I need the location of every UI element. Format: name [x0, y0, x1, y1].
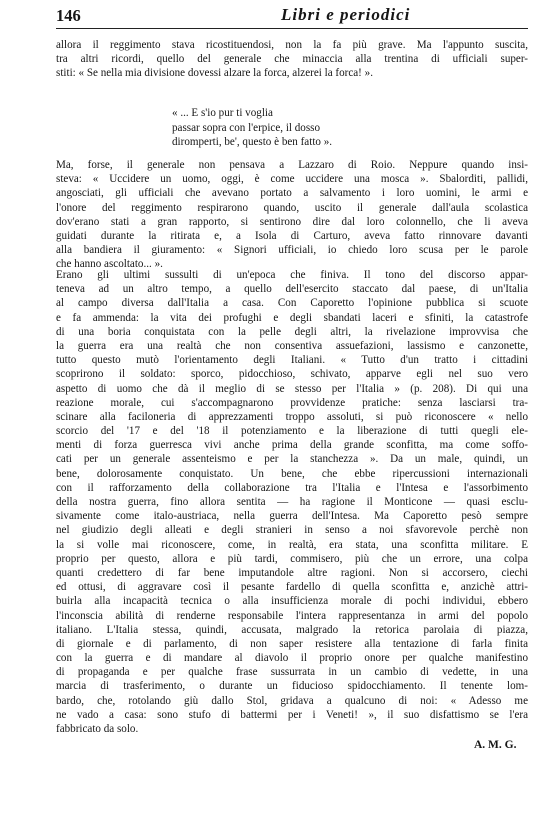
paragraph-3-line: sivamente come italo-austriaca, nella guerra dell'Intesa. Ma Caporetto pesò sempre	[56, 510, 528, 523]
paragraph-3-line: la guerra era una realtà che non consentiva assuefazioni, lassismo e canzonette,	[56, 339, 528, 352]
paragraph-3-line: di una boria conquistata con la pelle degli altri, la rivelazione improvvisa che	[56, 325, 528, 338]
paragraph-3-line: bardo, che, rotolando giù dallo Stol, gridava a qualcuno di noi: « Adesso me	[56, 694, 528, 707]
paragraph-3-line: con il rafforzamento della collaborazione tra l'Italia e l'Intesa e l'assorbimento	[56, 481, 528, 494]
paragraph-3-line: ne vado a casa: sono stufo di battermi per i Veneti! », il suo disfattismo se l'era	[56, 708, 528, 721]
paragraph-2-line: l'onore del reggimento respirarono quando, uscito il generale dall'aula scolastica	[56, 201, 528, 214]
quote-line: passar sopra con l'erpice, il dosso	[172, 121, 321, 134]
paragraph-3-line: scinare alla faciloneria di apprezzamenti troppo assoluti, si può riconoscere « nello	[56, 410, 528, 423]
running-head: Libri e periodici	[281, 5, 411, 24]
paragraph-3-line: fabbricato da solo.	[56, 723, 139, 735]
paragraph-2	[56, 158, 528, 272]
paragraph-3-line: tutto questo mutò l'orientamento degli Italiani. « Tutto d'un tratto i cittadini	[56, 354, 528, 367]
verse-quotation	[172, 106, 332, 150]
paragraph-3-line: e fa ammenda: la vita dei profughi e degli sbandati laceri e sfiniti, la catastrofe	[56, 311, 528, 324]
paragraph-3-line: al campo diversa dall'Italia a casa. Con Caporetto l'opinione pubblica si scuote	[56, 297, 528, 310]
quote-line: « ... E s'io pur ti voglia	[172, 107, 273, 119]
paragraph-3-line: cati per un generale assenteismo e per la stanchezza ». Da un male, quindi, un	[56, 453, 528, 466]
paragraph-2-line: Ma, forse, il generale non pensava a Lazzaro di Roio. Neppure quando insi-	[56, 159, 528, 171]
paragraph-3-line: ed ottusi, di aggravare così il pesante fardello di quella sconfitta e, anzichè attri-	[56, 581, 528, 594]
paragraph-2-line: angosciati, gli ufficiali che avevano portato a salvamento i loro uomini, le armi e	[56, 187, 528, 200]
paragraph-3-line: nel giudizio degli alleati e degli stranieri in senso a noi sfavorevole perchè non	[56, 524, 528, 537]
paragraph-3-line: l'inconscia abilità di renderne responsabile l'intera rappresentanza in armi del popolo	[56, 609, 528, 622]
paragraph-3-line: la si volle mai riconoscere, come, in realtà, era stata, una sconfitta militare. E	[56, 538, 528, 551]
paragraph-3-line: menti di forza guerresca vivi anche prima della grande sconfitta, ma come soffo-	[56, 439, 528, 452]
paragraph-1-line: allora il reggimento stava ricostituendosi, non la fa più grave. Ma l'appunto suscita,	[56, 39, 528, 51]
paragraph-2-line: alla bandiera il giuramento: « Signori ufficiali, io chiedo loro scusa per le parole	[56, 244, 528, 257]
paragraph-3-line: buirla alla incapacità tecnica o alla insufficienza morale di pochi individui, ebbero	[56, 595, 528, 608]
author-initials: A. M. G.	[474, 739, 517, 751]
paragraph-3-line: aspetto di uomo che dà il meglio di se stesso per l'Italia » (p. 208). Di qui una	[56, 382, 528, 395]
paragraph-3-line: bene, dolorosamente conquistato. Un bene, che ebbe ripercussioni internazionali	[56, 467, 528, 480]
paragraph-2-line: dov'erano stati a gran rapporto, si sentirono dire dal loro colonnello, che li aveva	[56, 215, 528, 228]
paragraph-3	[56, 268, 528, 736]
paragraph-2-line: steva: « Uccidere un uomo, oggi, è come uccidere una mosca ». Sbalorditi, pallidi,	[56, 173, 528, 186]
page-number: 146	[56, 6, 81, 25]
paragraph-1-line: stiti: « Se nella mia divisione dovessi alzare la forca, alzerei la forca! ».	[56, 67, 373, 80]
paragraph-3-line: con la guerra e di mandare al diavolo il proprio onore per qualche manifestino	[56, 652, 528, 665]
paragraph-3-line: scoprirono il soldato: sporco, pidocchioso, schivato, apparve egli nel suo vero	[56, 368, 528, 381]
paragraph-3-line: quanti credettero di far bene imputandole altre ragioni. Non si accorsero, ciechi	[56, 566, 528, 579]
paragraph-2-line: che hanno ascoltato... ».	[56, 258, 163, 271]
paragraph-3-line: italiano. L'Italia stessa, quindi, accusata, malgrado la retorica parolaia di piazza,	[56, 623, 528, 636]
paragraph-3-line: di propaganda e per qualche frase sussurrata in un cambio di vedette, in una	[56, 666, 528, 679]
paragraph-2-line: guidati durante la ritirata e, a Isola di Carturo, aveva fatto rinnovare davanti	[56, 229, 528, 242]
paragraph-3-line: teneva ad un altro tempo, a quello dell'esercito staccato dal paese, di un'Italia	[56, 283, 528, 296]
paragraph-3-line: proprio per questo, allora e più tardi, commisero, più che un errore, una colpa	[56, 552, 528, 565]
quote-line: diromperti, be', questo è ben fatto ».	[172, 136, 333, 148]
paragraph-3-line: marcia di trasferimento, o durante un fiducioso spidocchiamento. Il tenente lom-	[56, 680, 528, 693]
paragraph-3-line: Erano gli ultimi sussulti di un'epoca che finiva. Il tono del discorso appar-	[56, 269, 528, 281]
paragraph-1	[56, 38, 528, 81]
paragraph-3-line: scorcio del '17 e del '18 il potenziamento e la liberazione di tutti quegli ele-	[56, 425, 528, 438]
page-header	[56, 4, 528, 29]
paragraph-3-line: reazione morale, cui s'accompagnarono provvidenze pratiche: senza lasciarsi tra-	[56, 396, 528, 409]
paragraph-3-line: della nostra guerra, fino allora sentita — ha ragione il Monticone — quasi esclu-	[56, 496, 528, 508]
paragraph-1-line: tra altri ricordi, quello del generale che minaccia alla trentina di ufficiali super-	[56, 53, 528, 66]
paragraph-3-line: di giornale e di parlamento, di non saper resistere alla tentazione di farla finita	[56, 637, 528, 650]
